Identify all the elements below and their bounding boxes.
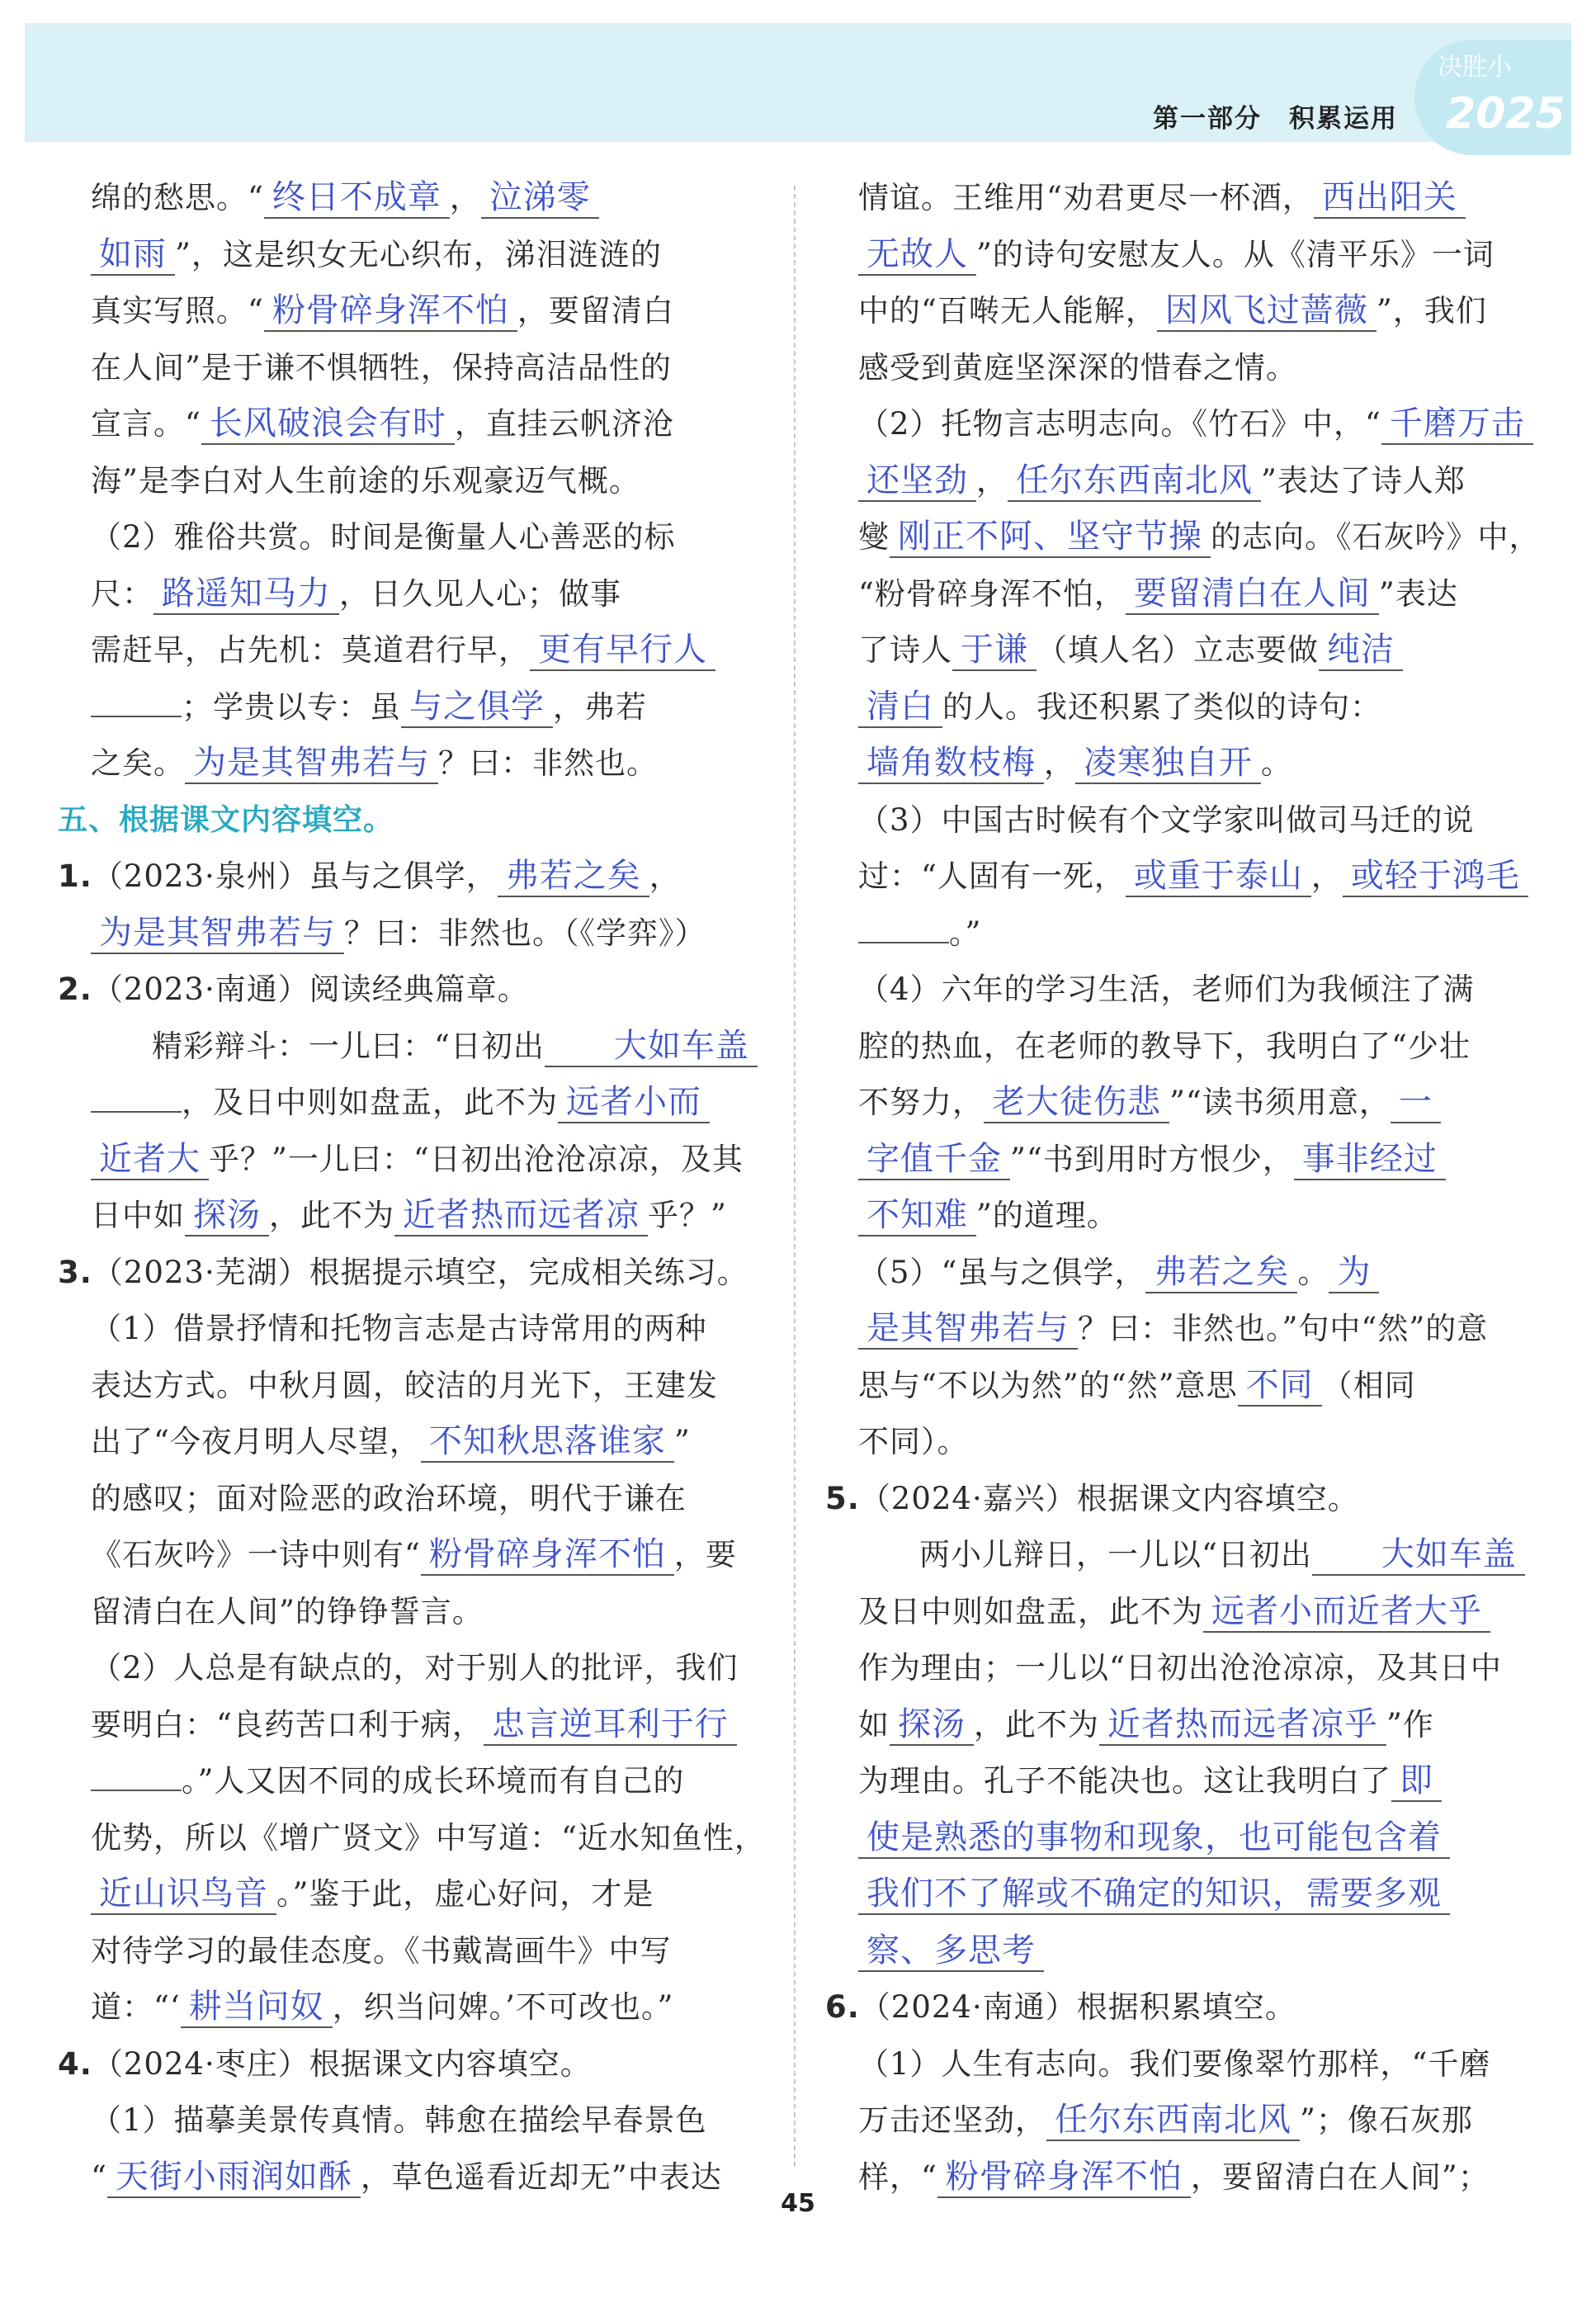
answer-blank: 耕当问奴 [181,1987,333,2028]
static-text: （填人名）立志要做 [1036,632,1319,668]
text-line [91,1584,769,1641]
text-line [91,1923,769,1980]
answer-blank: 不知秋思落谁家 [421,1421,674,1463]
static-text: 了诗人 [858,632,952,668]
static-text: 。 [1297,1254,1329,1290]
static-text: ，直挂云帆济沧 [454,406,674,442]
static-text: 绵的愁思。“ [91,180,264,215]
text-line [91,679,769,736]
static-text: ”；像石灰那 [1300,2102,1473,2138]
text-line [91,453,769,510]
text-line [91,1697,769,1754]
static-text: 及日中则如盘盂，此不为 [858,1593,1203,1629]
answer-blank: 为 [1329,1252,1379,1293]
answer-blank: 任尔东西南北风 [1008,461,1261,502]
text-line [858,1019,1531,1076]
static-text: 真实写照。“ [91,293,264,329]
answer-blank: 我们不了解或不确定的知识，需要多观 [858,1874,1450,1915]
static-text: 作为理由；一儿以“日初出沧沧凉凉，及其日中 [858,1650,1502,1686]
text-line [91,1301,769,1358]
static-text: （相同 [1321,1367,1416,1403]
static-text: （2024·枣庄）根据课文内容填空。 [92,2045,592,2082]
text-line [58,2036,769,2093]
static-text: （2）人总是有缺点的，对于别人的批评，我们 [91,1650,739,1686]
static-text: 的人。我还积累了类似的诗句： [942,688,1381,725]
text-line [858,679,1531,736]
static-text: （4）六年的学习生活，老师们为我倾注了满 [858,972,1475,1007]
static-text: ， [1310,858,1343,894]
static-text: ，草色遥看近却无”中表达 [360,2159,722,2195]
text-line [91,1640,769,1697]
right-column [825,170,1541,2206]
static-text: （5）“虽与之俱学， [858,1254,1146,1290]
static-text: （3）中国古时候有个文学家叫做司马迁的说 [858,801,1475,838]
static-text: ？曰：非然也。”句中“然”的意 [1078,1311,1489,1346]
answer-blank: 任尔东西南北风 [1046,2100,1300,2141]
text-line [858,905,1531,962]
answer-blank: 更有早行人 [530,630,715,671]
text-line [858,1923,1531,1980]
static-text: ，此不为 [269,1198,394,1233]
static-text: ”作 [1386,1706,1434,1742]
static-text: 为理由。孔子不能决也。这让我明白了 [858,1763,1391,1799]
static-text: ？曰：非然也。 [438,745,658,781]
text-line [858,1188,1531,1245]
question-number: 2. [58,972,92,1007]
static-text: 燮 [858,519,890,555]
answer-blank: 刚正不阿、坚守节操 [890,517,1211,558]
text-line [858,1753,1531,1810]
static-text: ，要 [673,1537,737,1572]
answer-blank: 粉骨碎身浑不怕 [264,291,517,332]
static-text: 中的“百啭无人能解， [858,293,1157,329]
static-text: （2023·芜湖）根据提示填空，完成相关练习。 [92,1254,748,1290]
text-line [91,1075,769,1132]
answer-blank: 粉骨碎身浑不怕 [421,1534,674,1576]
answer-blank: 弗若之矣 [1145,1252,1297,1293]
answer-blank: 长风破浪会有时 [201,404,455,445]
text-line [58,1245,769,1302]
static-text: ”的道理。 [976,1198,1118,1233]
static-text: “粉骨碎身浑不怕， [858,575,1126,612]
text-line [58,849,769,905]
text-line [858,1527,1531,1584]
question-number: 6. [825,1989,860,2025]
answer-blank [91,1111,182,1113]
answer-blank: 纯洁 [1319,630,1403,671]
question-number: 4. [58,2045,92,2082]
static-text: 日中如 [91,1198,185,1233]
answer-blank: 不知难 [858,1195,976,1236]
text-line [858,2036,1531,2093]
answer-blank: 近者热而远者凉乎 [1099,1705,1386,1746]
answer-blank: 使是熟悉的事物和现象，也可能包含着 [858,1818,1450,1859]
answer-blank: 或重于泰山 [1126,856,1311,897]
answer-blank: 要留清白在人间 [1126,574,1379,615]
static-text: 。 [1261,745,1292,781]
answer-blank: 远者小而近者大乎 [1203,1591,1490,1633]
text-line [858,1810,1531,1867]
static-text: 。”人又因不同的成长环境而有自己的 [182,1763,685,1799]
static-text: 不同）。 [858,1424,969,1459]
text-line [858,622,1531,679]
text-line [858,509,1541,566]
static-text: ， [1044,745,1075,781]
static-text: 。”鉴于此，虚心好问，才是 [276,1876,654,1912]
answer-blank: 粉骨碎身浑不怕 [937,2157,1191,2198]
static-text: 思与“不以为然”的“然”意思 [858,1367,1238,1403]
answer-blank: 探汤 [890,1705,974,1746]
answer-blank: 还坚劲 [858,461,976,502]
text-line [58,792,769,849]
answer-blank: 探汤 [185,1195,269,1236]
answer-blank: 天街小雨润如酥 [107,2157,361,2198]
static-text: 的感叹；面对险恶的政治环境，明代于谦在 [91,1480,687,1516]
answer-blank: 大如车盖 [1312,1534,1525,1576]
static-text: 之矣。 [91,745,185,781]
static-text: ， [976,462,1008,499]
text-line [858,283,1531,340]
series-badge [1414,40,1571,155]
static-text: 过：“人固有一死， [858,858,1126,894]
static-text: ，要留清白 [517,293,674,329]
answer-blank: 一 [1391,1082,1441,1123]
static-text: ”“读书须用意， [1169,1085,1391,1120]
answer-blank: 与之俱学 [401,687,553,728]
static-text: 优势，所以《增广贤文》中写道：“近水知鱼性， [91,1819,766,1856]
answer-blank: 即 [1391,1761,1442,1802]
left-column [58,170,769,2206]
text-line [858,1584,1531,1641]
static-text: 的志向。《石灰吟》中， [1211,519,1541,555]
static-text: ？曰：非然也。（《学弈》） [344,915,706,951]
answer-blank: 察、多思考 [858,1931,1044,1972]
static-text: 出了“今夜月明人尽望， [91,1424,421,1459]
answer-blank [91,716,182,717]
static-text: 尺： [91,575,153,612]
answer-blank: 忠言逆耳利于行 [484,1705,737,1746]
page-header [25,23,1571,142]
static-text: ，及日中则如盘盂，此不为 [182,1085,558,1120]
text-line [91,396,769,453]
text-line [858,849,1531,905]
text-line [91,1753,769,1810]
static-text: （2024·嘉兴）根据课文内容填空。 [859,1480,1359,1516]
answer-blank: 是其智弗若与 [858,1308,1078,1350]
text-line [91,170,769,227]
static-text: （1）人生有志向。我们要像翠竹那样，“千磨 [858,2045,1491,2082]
page-number: 45 [781,2189,815,2218]
static-text: ”“书到用时方恨少， [1010,1141,1294,1177]
answer-blank: 终日不成章 [264,177,450,219]
static-text: ”表达 [1378,575,1458,612]
static-text: 道：“‘ [91,1989,181,2025]
static-text: ”，这是织女无心织布，涕泪涟涟的 [175,236,662,272]
static-text: ， [449,180,481,215]
text-line [858,735,1531,792]
answer-blank: 大如车盖 [545,1026,758,1067]
answer-blank [91,1790,182,1791]
static-text: 不努力， [858,1085,984,1120]
answer-blank: 西出阳关 [1314,177,1466,219]
text-line [91,1414,769,1471]
static-text: 对待学习的最佳态度。《书戴嵩画牛》中写 [91,1932,672,1969]
answer-blank: 不同 [1238,1365,1322,1407]
static-text: ，此不为 [974,1706,1099,1742]
text-line [858,1697,1531,1754]
badge-text: 决胜小 [1438,53,1512,82]
text-line [858,1075,1531,1132]
answer-blank: 墙角数枝梅 [858,743,1044,784]
text-line [858,1245,1531,1302]
static-text: 《石灰吟》一诗中则有“ [91,1537,421,1572]
static-text: 在人间”是于谦不惧牺牲，保持高洁品性的 [91,349,672,385]
static-text: 。” [949,915,982,951]
answer-blank: 远者小而 [558,1082,710,1123]
text-line [58,962,769,1019]
static-text: 乎？”一儿曰：“日初出沧沧凉凉，及其 [209,1141,744,1177]
static-text: 海”是李白对人生前途的乐观豪迈气概。 [91,462,640,499]
answer-blank: 路遥知马力 [153,574,339,615]
text-line [91,509,769,566]
static-text: （1）描摹美景传真情。韩愈在描绘早春景色 [91,2102,707,2138]
text-line [858,1301,1531,1358]
text-line [825,1979,1531,2036]
answer-blank [858,942,949,943]
text-line [91,566,769,623]
text-line [858,340,1531,397]
text-line [858,792,1531,849]
static-text: 如 [858,1706,890,1742]
answer-blank: 近者大 [91,1139,209,1180]
text-line [91,1132,769,1189]
static-text: 乎？” [648,1198,727,1233]
static-text: ”表达了诗人郑 [1261,462,1466,499]
answer-blank: 泣涕零 [481,177,599,219]
static-text: 两小儿辩日，一儿以“日初出 [919,1537,1312,1572]
answer-blank: 于谦 [952,630,1036,671]
question-number: 5. [825,1480,860,1516]
badge-year: 2025 [1446,89,1565,139]
answer-blank: 弗若之矣 [498,856,649,897]
text-line [858,453,1531,510]
answer-blank: 近山识鸟音 [91,1874,276,1915]
answer-blank: 无故人 [858,234,976,276]
text-line [858,170,1531,227]
static-text: 五、根据课文内容填空。 [58,802,394,837]
text-line [91,2092,769,2149]
static-text: 样，“ [858,2159,937,2195]
text-line [858,227,1531,284]
text-line [91,1866,769,1923]
text-line [858,396,1531,453]
static-text: 要明白：“良药苦口利于病， [91,1706,484,1742]
static-text: ，日久见人心；做事 [339,575,621,612]
static-text: ”，我们 [1376,293,1487,329]
static-text: ， [649,858,681,894]
answer-blank: 字值千金 [858,1139,1010,1180]
text-line [91,735,769,792]
text-line [858,1132,1531,1189]
section-title: 第一部分 积累运用 [1153,104,1398,134]
static-text: 宣言。“ [91,406,201,442]
static-text: 精彩辩斗：一儿曰：“日初出 [152,1028,545,1064]
question-number: 1. [58,858,92,894]
text-line [858,1358,1531,1415]
static-text: 留清白在人间”的铮铮誓言。 [91,1593,484,1629]
text-line [858,1640,1531,1697]
static-text: （1）借景抒情和托物言志是古诗常用的两种 [91,1311,707,1346]
answer-blank: 为是其智弗若与 [91,913,344,954]
answer-blank: 如雨 [91,234,175,276]
answer-blank: 事非经过 [1294,1139,1446,1180]
text-line [91,1979,769,2036]
static-text: （2023·南通）阅读经典篇章。 [92,972,529,1007]
static-text: ，织当问婢。’不可改也。” [332,1989,674,2025]
static-text: 万击还坚劲， [858,2102,1046,2138]
text-line [91,1527,769,1584]
answer-blank: 清白 [858,687,942,728]
answer-blank: 千磨万击 [1381,404,1533,445]
text-line [91,1188,769,1245]
static-text: ，弗若 [553,688,647,725]
text-line [858,1866,1531,1923]
answer-blank: 为是其智弗若与 [185,743,438,784]
static-text: （2）托物言志明志向。《竹石》中，“ [858,406,1381,442]
text-line [858,2092,1531,2149]
static-text: ” [673,1424,691,1459]
text-line [858,1414,1531,1471]
text-line [91,1019,769,1076]
static-text: 腔的热血，在老师的教导下，我明白了“少壮 [858,1028,1471,1064]
text-line [91,283,769,340]
static-text: 需赶早，占先机：莫道君行早， [91,632,530,668]
answer-blank: 老大徒伤悲 [984,1082,1169,1123]
static-text: “ [91,2159,107,2195]
static-text: ；学贵以专：虽 [182,688,401,725]
static-text: 表达方式。中秋月圆，皎洁的月光下，王建发 [91,1367,718,1403]
text-line [91,227,769,284]
text-line [91,1358,769,1415]
text-line [858,962,1531,1019]
text-line [858,566,1531,623]
answer-blank: 近者热而远者凉 [394,1195,648,1236]
static-text: （2023·泉州）虽与之俱学， [92,858,498,894]
text-line [91,622,769,679]
static-text: （2）雅俗共赏。时间是衡量人心善恶的标 [91,519,676,555]
answer-blank: 或轻于鸿毛 [1343,856,1528,897]
text-line [91,1471,769,1528]
static-text: ”的诗句安慰友人。从《清平乐》一词 [976,236,1494,272]
text-line [825,1471,1531,1528]
text-line [91,905,769,962]
static-text: ，要留清白在人间”； [1190,2159,1490,2195]
text-line [91,340,769,397]
text-line [91,1810,769,1867]
static-text: 情谊。王维用“劝君更尽一杯酒， [858,180,1314,215]
static-text: 感受到黄庭坚深深的惜春之情。 [858,349,1297,385]
answer-blank: 因风飞过蔷薇 [1157,291,1376,332]
static-text: （2024·南通）根据积累填空。 [859,1989,1296,2025]
answer-blank: 凌寒独自开 [1075,743,1261,784]
question-number: 3. [58,1254,92,1290]
column-divider [794,186,796,2167]
